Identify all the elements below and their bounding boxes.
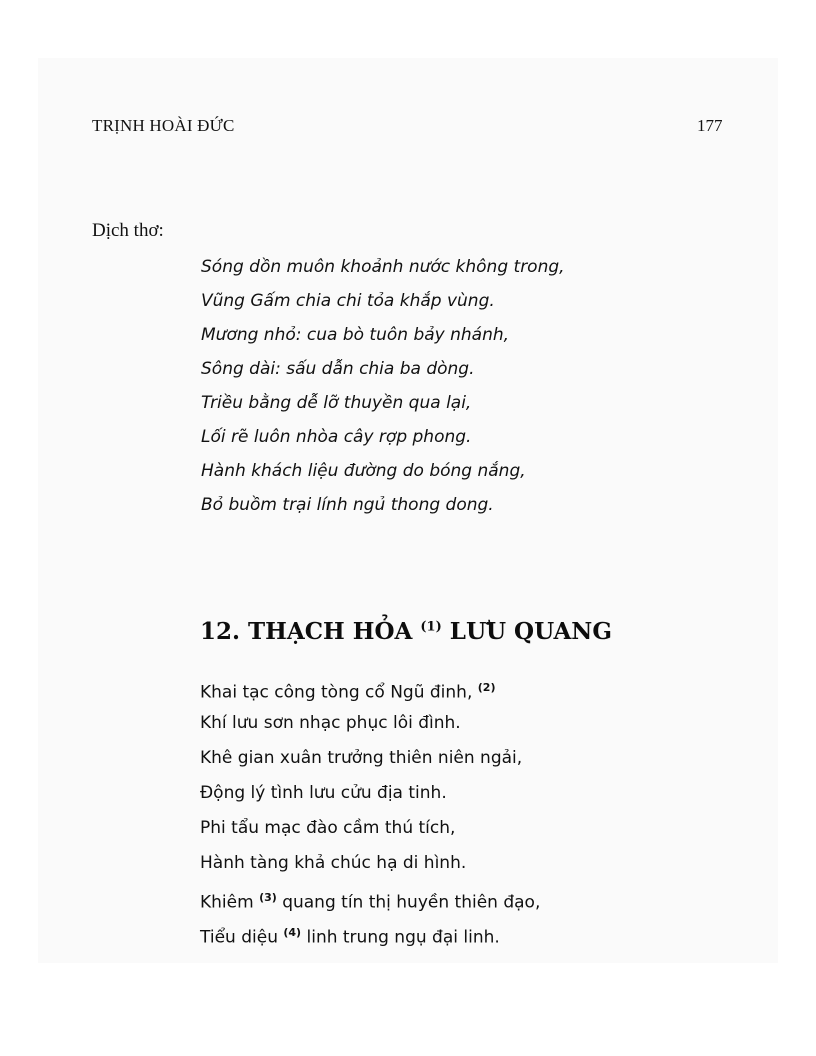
verse-text: Động lý tình lưu cửu địa tinh.: [200, 783, 447, 803]
original-verse: [200, 675, 540, 955]
verse-line: Sóng dồn muôn khoảnh nước không trong,: [201, 257, 565, 277]
verse-line: Sông dài: sấu dẫn chia ba dòng.: [201, 359, 475, 379]
translated-verse: [201, 255, 565, 527]
verse-line: Hành khách liệu đường do bóng nắng,: [201, 461, 526, 481]
translation-label: Dịch thơ:: [92, 220, 164, 241]
verse-line: [200, 780, 540, 815]
verse-line: [200, 675, 540, 710]
running-header-title: TRỊNH HOÀI ĐỨC: [92, 116, 235, 135]
verse-line: Bỏ buồm trại lính ngủ thong dong.: [201, 495, 494, 515]
page-number: 177: [697, 116, 723, 135]
footnote-marker: (3): [259, 891, 277, 904]
verse-text: Khí lưu sơn nhạc phục lôi đình.: [200, 713, 461, 733]
verse-text: quang tín thị huyền thiên đạo,: [276, 892, 541, 913]
verse-text: Phi tẩu mạc đào cầm thú tích,: [200, 818, 456, 838]
footnote-marker: (2): [477, 681, 496, 694]
verse-line: Vũng Gấm chia chi tỏa khắp vùng.: [201, 291, 495, 311]
verse-line: [200, 710, 540, 745]
verse-line: Lối rẽ luôn nhòa cây rợp phong.: [201, 427, 472, 447]
verse-text: Tiểu diệu: [200, 927, 284, 948]
verse-line: [200, 850, 540, 885]
footnote-marker: (1): [420, 619, 442, 635]
verse-line: [200, 815, 540, 850]
verse-line: [200, 885, 540, 920]
verse-line: Mương nhỏ: cua bò tuôn bảy nhánh,: [201, 325, 510, 345]
verse-text: Khai tạc công tòng cổ Ngũ đinh,: [200, 682, 478, 703]
verse-line: [200, 920, 540, 955]
verse-text: Khê gian xuân trưởng thiên niên ngải,: [200, 748, 523, 768]
poem-title-text: 12. THẠCH HỎA: [200, 618, 413, 645]
verse-line: [200, 745, 540, 780]
verse-line: Triều bằng dễ lỡ thuyền qua lại,: [201, 393, 472, 413]
verse-text: Hành tàng khả chúc hạ di hình.: [200, 853, 467, 873]
poem-title-text: LƯU QUANG: [449, 618, 612, 645]
footnote-marker: (4): [283, 926, 302, 939]
poem-title: [200, 618, 612, 645]
verse-text: linh trung ngụ đại linh.: [301, 927, 500, 948]
verse-text: Khiêm: [200, 892, 260, 913]
